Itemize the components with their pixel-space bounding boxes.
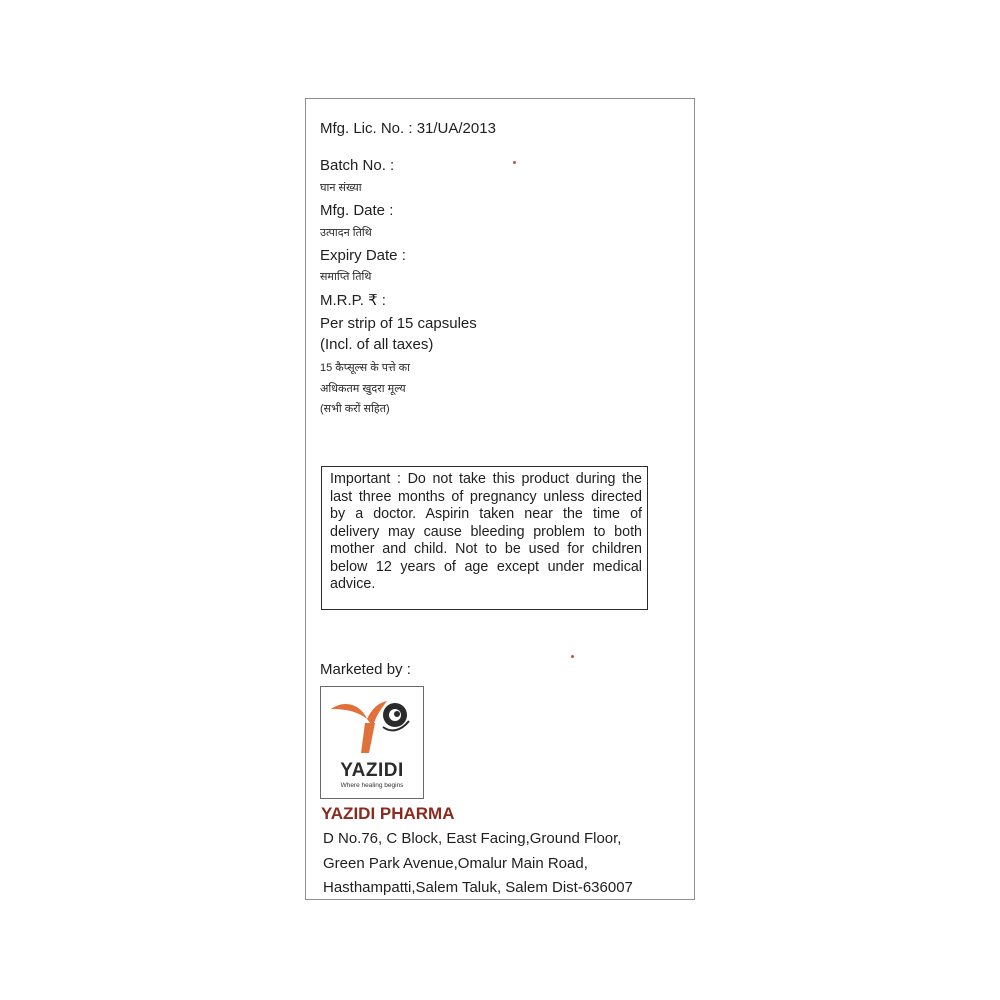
logo-name: YAZIDI [340,760,404,781]
yazidi-logo [320,686,424,799]
company-name: YAZIDI PHARMA [321,804,455,823]
mrp-hindi-line2: अधिकतम खुदरा मूल्य [320,383,406,395]
address-line: D No.76, C Block, East Facing,Ground Floor, [323,830,622,847]
mfg-date-label: Mfg. Date : [320,202,394,219]
mrp-tax-text: (Incl. of all taxes) [320,336,434,353]
product-label [305,98,695,900]
batch-label: Batch No. : [320,157,395,174]
mfg-date-label-hindi: उत्पादन तिथि [320,227,372,239]
mrp-label: M.R.P. ₹ : [320,292,386,309]
batch-label-hindi: घान संख्या [320,182,362,194]
important-warning-box [321,466,648,610]
mrp-strip-text: Per strip of 15 capsules [320,315,477,332]
logo-mark-icon [321,687,423,759]
expiry-date-label: Expiry Date : [320,247,406,264]
important-warning-text: Important : Do not take this product during the last three months of pregnancy unless directed by a doctor. Aspirin taken near the time of delivery may cause bleeding problem to both mother and child. Not to be used for children below 12 years of age except under medical advice. [330,471,642,592]
address-line: Hasthampatti,Salem Taluk, Salem Dist-636007 [323,879,633,896]
address-line: Green Park Avenue,Omalur Main Road, [323,855,588,872]
logo-tagline: Where healing begins [340,782,404,789]
print-speck [571,655,574,658]
mrp-hindi-line3: (सभी करों सहित) [320,403,390,415]
marketed-by-label: Marketed by : [320,661,411,678]
expiry-date-label-hindi: समाप्ति तिथि [320,271,372,283]
license-number: Mfg. Lic. No. : 31/UA/2013 [320,120,496,137]
mrp-hindi-line1: 15 कैप्सूल्स के पत्ते का [320,362,410,374]
print-speck [513,161,516,164]
